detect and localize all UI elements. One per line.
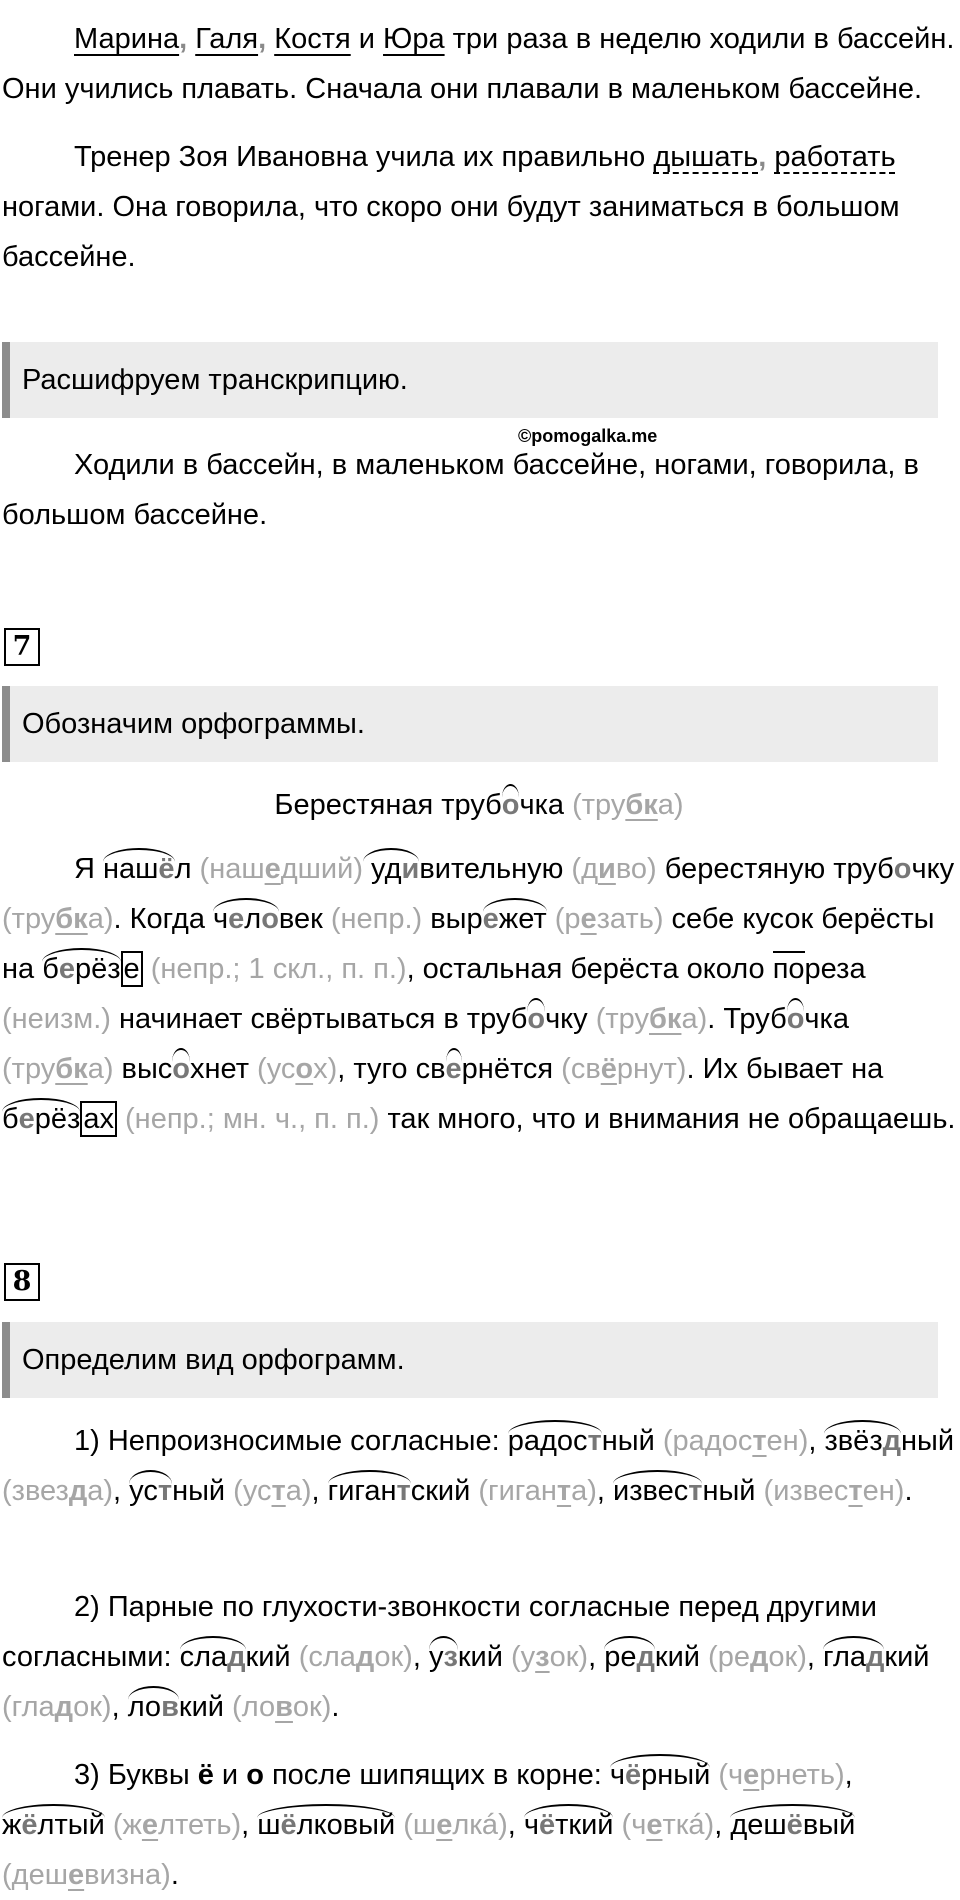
text: Тренер Зоя Ивановна учила их правильно bbox=[74, 141, 654, 173]
text-fragment: реза bbox=[804, 953, 866, 985]
text-fragment: а) bbox=[87, 1475, 114, 1507]
text-fragment: , bbox=[241, 1809, 258, 1841]
text-fragment: (непр.; 1 скл., п. п.) bbox=[142, 953, 407, 985]
root-arc bbox=[328, 1470, 411, 1507]
text-fragment: . bbox=[170, 1859, 179, 1891]
text-fragment: (ре bbox=[699, 1641, 750, 1673]
text-fragment: е bbox=[646, 1809, 663, 1841]
text-fragment: а) bbox=[87, 903, 114, 935]
text-fragment: визна) bbox=[84, 1859, 171, 1891]
text-fragment: и bbox=[401, 853, 420, 885]
comma: , bbox=[179, 23, 188, 55]
text-fragment: , bbox=[844, 1759, 853, 1791]
text-fragment: дший) bbox=[280, 853, 363, 885]
text-fragment: д bbox=[227, 1641, 246, 1673]
root-arc bbox=[2, 1098, 80, 1135]
text-fragment: бк bbox=[649, 1003, 682, 1035]
root-arc bbox=[502, 784, 520, 821]
watermark: ©pomogalka.me bbox=[518, 426, 658, 446]
text-fragment: , bbox=[808, 1425, 825, 1457]
text-fragment: ё bbox=[197, 1759, 214, 1791]
text-fragment: д bbox=[54, 1691, 74, 1723]
text-fragment: чку bbox=[911, 853, 955, 885]
text-fragment: о bbox=[295, 1053, 314, 1085]
text-fragment: е bbox=[121, 951, 143, 987]
text-fragment: выс bbox=[113, 1053, 173, 1085]
text-fragment: ус bbox=[129, 1475, 158, 1507]
text-fragment: б bbox=[42, 953, 59, 985]
subject-word: Костя bbox=[274, 23, 351, 55]
text-fragment: е bbox=[18, 1103, 35, 1135]
text-fragment: а) bbox=[87, 1053, 114, 1085]
text-fragment: д bbox=[68, 1475, 88, 1507]
text-fragment: рёз bbox=[34, 1103, 81, 1135]
section-text bbox=[0, 14, 960, 282]
text-fragment: начинает свёртываться в труб bbox=[110, 1003, 528, 1035]
subject-word: Марина bbox=[74, 23, 180, 55]
text-fragment: берестяную труб bbox=[656, 853, 894, 885]
text-fragment: у bbox=[428, 1641, 444, 1673]
text-fragment: т bbox=[556, 1475, 572, 1507]
text-fragment: (тру bbox=[2, 903, 56, 935]
list-item-3 bbox=[0, 1750, 960, 1900]
text-fragment: (ш bbox=[395, 1809, 437, 1841]
text-fragment: т bbox=[848, 1475, 863, 1507]
text-fragment: . Когда bbox=[113, 903, 214, 935]
text-fragment: чка bbox=[804, 1003, 849, 1035]
text-fragment: ё bbox=[600, 1053, 617, 1085]
text-fragment: жет bbox=[498, 903, 547, 935]
text-fragment: а) bbox=[571, 1475, 597, 1507]
text-fragment: лкá) bbox=[452, 1809, 508, 1841]
text-fragment: е bbox=[58, 953, 75, 985]
text-fragment: л bbox=[174, 853, 192, 885]
text-fragment: (радос bbox=[654, 1425, 753, 1457]
text-fragment: уд bbox=[363, 853, 402, 885]
text-fragment: сла bbox=[179, 1641, 228, 1673]
root-arc bbox=[2, 1804, 105, 1841]
text-fragment: (неизм.) bbox=[2, 1003, 111, 1035]
list-item-2 bbox=[0, 1582, 960, 1732]
text-fragment: ё bbox=[786, 1809, 803, 1841]
text-fragment: (ч bbox=[710, 1759, 744, 1791]
comma: , bbox=[758, 141, 767, 173]
text-fragment: . bbox=[904, 1475, 913, 1507]
root-arc bbox=[213, 898, 279, 935]
text-fragment: е bbox=[264, 853, 281, 885]
text-fragment: ок) bbox=[73, 1691, 112, 1723]
text-fragment: по bbox=[772, 953, 805, 985]
text-fragment: бк bbox=[55, 903, 88, 935]
text-fragment: д bbox=[636, 1641, 655, 1673]
text-fragment: е bbox=[446, 1048, 462, 1085]
text-fragment: , bbox=[596, 1475, 614, 1507]
exercise-number: 8 bbox=[4, 1263, 40, 1301]
text-fragment: ок) bbox=[374, 1641, 413, 1673]
text-fragment: , остальная берёста около bbox=[406, 953, 773, 985]
text-fragment: о bbox=[787, 998, 805, 1035]
text-fragment: ё bbox=[21, 1809, 38, 1841]
text-fragment: ё bbox=[158, 853, 175, 885]
text-fragment: ре bbox=[604, 1641, 637, 1673]
text-fragment: звёз bbox=[824, 1425, 883, 1457]
list-item-1 bbox=[0, 1416, 960, 1516]
text-fragment: (тру bbox=[2, 1053, 56, 1085]
text-fragment: з bbox=[443, 1641, 458, 1673]
text-fragment: радос bbox=[507, 1425, 588, 1457]
text-fragment: (у bbox=[502, 1641, 536, 1673]
vowel: о bbox=[501, 789, 520, 821]
root-arc bbox=[257, 1804, 395, 1841]
text-fragment: о bbox=[172, 1048, 190, 1085]
text-fragment: е bbox=[141, 1809, 159, 1841]
text-title bbox=[0, 780, 960, 830]
text-fragment: в bbox=[275, 1691, 293, 1723]
text-fragment: чку bbox=[545, 1003, 588, 1035]
text-fragment: ч bbox=[213, 903, 229, 935]
text-fragment: , bbox=[412, 1641, 429, 1673]
section-heading: Расшифруем транскрипцию. bbox=[2, 342, 938, 418]
text-fragment: д bbox=[882, 1425, 902, 1457]
text-fragment: д bbox=[749, 1641, 769, 1673]
text-fragment: (ло bbox=[224, 1691, 276, 1723]
text-fragment: наш bbox=[103, 853, 159, 885]
text-fragment: б bbox=[2, 1103, 19, 1135]
text-fragment: и bbox=[598, 853, 616, 885]
text: ногами. Она говорила, что скоро они будут заниматься в большом бассейне. bbox=[2, 191, 900, 273]
text-fragment: рный bbox=[641, 1759, 711, 1791]
paragraph-7 bbox=[0, 844, 960, 1144]
text-fragment: (тру bbox=[587, 1003, 649, 1035]
text-fragment: рёз bbox=[74, 953, 121, 985]
root-arc bbox=[128, 1686, 179, 1723]
text-fragment: а) bbox=[681, 1003, 708, 1035]
text-fragment: вительную bbox=[419, 853, 564, 885]
text-fragment: хнет bbox=[190, 1053, 249, 1085]
text-fragment: кий bbox=[245, 1641, 291, 1673]
text-fragment: бк bbox=[55, 1053, 88, 1085]
text-fragment: , bbox=[113, 1475, 130, 1507]
root-arc bbox=[604, 1636, 655, 1673]
text-fragment: д bbox=[355, 1641, 375, 1673]
root-arc bbox=[730, 1804, 855, 1841]
text-fragment: ё bbox=[625, 1759, 642, 1791]
text-fragment: ок) bbox=[549, 1641, 589, 1673]
text-fragment: , bbox=[714, 1809, 731, 1841]
text-fragment: ткий bbox=[555, 1809, 614, 1841]
text-fragment: т bbox=[688, 1475, 703, 1507]
text-fragment: , bbox=[311, 1475, 328, 1507]
paragraph-1 bbox=[0, 14, 960, 114]
text-fragment: (ч bbox=[613, 1809, 647, 1841]
text-fragment: т bbox=[271, 1475, 286, 1507]
text-fragment: т bbox=[157, 1475, 173, 1507]
text-fragment: извес bbox=[613, 1475, 689, 1507]
text-fragment: гла bbox=[823, 1641, 866, 1673]
text-fragment: о bbox=[527, 998, 545, 1035]
text-fragment: (непр.; мн. ч., п. п.) bbox=[116, 1103, 380, 1135]
root-arc bbox=[524, 1804, 614, 1841]
text-fragment: з bbox=[535, 1641, 550, 1673]
text: Берестяная труб bbox=[274, 789, 502, 821]
section-heading: Определим вид орфограмм. bbox=[2, 1322, 938, 1398]
text-fragment: (ж bbox=[104, 1809, 142, 1841]
text-fragment: (деш bbox=[2, 1859, 68, 1891]
text-fragment: деш bbox=[730, 1809, 787, 1841]
text-fragment: ё bbox=[280, 1809, 297, 1841]
text-fragment: (д bbox=[563, 853, 599, 885]
text: три раза в неделю ходили в бассейн. Они учились плавать. Сначала они плавали в маленьком бассейне. bbox=[2, 23, 955, 105]
text-fragment: лтый bbox=[37, 1809, 105, 1841]
text-fragment: ен) bbox=[766, 1425, 809, 1457]
text-fragment: л bbox=[244, 903, 262, 935]
comma: , bbox=[258, 23, 267, 55]
text-fragment: ж bbox=[2, 1809, 22, 1841]
text-fragment: лтеть) bbox=[158, 1809, 242, 1841]
text-fragment: лковый bbox=[296, 1809, 396, 1841]
text-fragment: так много, что и внимания не обращаешь. bbox=[379, 1103, 956, 1135]
text-fragment: (извес bbox=[755, 1475, 849, 1507]
text-fragment: выр bbox=[422, 903, 483, 935]
text-fragment: ский bbox=[410, 1475, 471, 1507]
text: чка bbox=[519, 789, 573, 821]
text-fragment: рнётся bbox=[461, 1053, 554, 1085]
text-fragment: кий bbox=[178, 1691, 224, 1723]
text-fragment: гиган bbox=[327, 1475, 397, 1507]
hint: а) bbox=[657, 789, 684, 821]
text-fragment: , bbox=[806, 1641, 823, 1673]
text-fragment: (гиган bbox=[470, 1475, 557, 1507]
text-fragment: век bbox=[278, 903, 323, 935]
text-fragment: е bbox=[228, 903, 245, 935]
text-fragment: (гла bbox=[2, 1691, 55, 1723]
text-fragment: (наш bbox=[191, 853, 265, 885]
paragraph-3: Ходили в бассейн, в маленьком бассейне, ногами, говорила, в большом бассейне. bbox=[2, 449, 919, 531]
text-fragment: е bbox=[482, 903, 499, 935]
text-fragment: (св bbox=[553, 1053, 601, 1085]
text-fragment: д bbox=[866, 1641, 885, 1673]
text-fragment: зать) bbox=[596, 903, 664, 935]
text-fragment: ло bbox=[127, 1691, 162, 1723]
paragraph-2 bbox=[0, 132, 960, 282]
text-fragment: ный bbox=[601, 1425, 655, 1457]
text-fragment: а) bbox=[285, 1475, 312, 1507]
text-fragment: т bbox=[752, 1425, 767, 1457]
text-fragment: е bbox=[743, 1759, 760, 1791]
text-fragment: и bbox=[213, 1759, 247, 1791]
text-fragment: (звез bbox=[2, 1475, 69, 1507]
text-fragment: е bbox=[67, 1859, 85, 1891]
hint: бк bbox=[625, 789, 658, 821]
text-fragment: (ус bbox=[248, 1053, 296, 1085]
text-fragment: х) bbox=[313, 1053, 338, 1085]
text-fragment: е bbox=[580, 903, 597, 935]
text-fragment: , bbox=[588, 1641, 605, 1673]
text-fragment: е bbox=[436, 1809, 453, 1841]
text-fragment: ё bbox=[538, 1809, 556, 1841]
section-heading: Обозначим орфограммы. bbox=[2, 686, 938, 762]
text-fragment: (сла bbox=[290, 1641, 356, 1673]
text-fragment: , bbox=[111, 1691, 128, 1723]
text-fragment: ах bbox=[80, 1101, 117, 1137]
text-fragment: ч bbox=[523, 1809, 539, 1841]
root-arc bbox=[483, 898, 547, 935]
text-fragment: ен) bbox=[862, 1475, 905, 1507]
root-arc bbox=[42, 948, 120, 985]
text-fragment: . bbox=[331, 1691, 340, 1723]
root-arc bbox=[429, 1636, 458, 1673]
text-fragment: , туго св bbox=[337, 1053, 446, 1085]
text-fragment: ш bbox=[257, 1809, 281, 1841]
text-fragment: о bbox=[246, 1759, 264, 1791]
text: Я bbox=[74, 853, 103, 885]
root-arc bbox=[508, 1420, 602, 1457]
text-fragment: во) bbox=[615, 853, 657, 885]
text-fragment: ч bbox=[609, 1759, 626, 1791]
text-fragment: . Труб bbox=[707, 1003, 787, 1035]
object-word: работать bbox=[774, 141, 896, 173]
text-fragment: 2) Парные по глухости-звонкости согласные перед другими согласными: bbox=[2, 1591, 877, 1673]
text-fragment: в bbox=[161, 1691, 179, 1723]
text-fragment: ный bbox=[172, 1475, 226, 1507]
text-fragment: о bbox=[893, 853, 912, 885]
text-fragment: ткá) bbox=[662, 1809, 715, 1841]
text-fragment: (р bbox=[546, 903, 581, 935]
text-fragment: ок) bbox=[292, 1691, 332, 1723]
text-fragment: кий bbox=[654, 1641, 700, 1673]
hint: (тру bbox=[572, 789, 626, 821]
root-arc bbox=[613, 1470, 702, 1507]
text-fragment: ный bbox=[702, 1475, 756, 1507]
text-fragment: , bbox=[507, 1809, 524, 1841]
text-fragment: 3) Буквы bbox=[74, 1759, 198, 1791]
text: и bbox=[350, 23, 384, 55]
text-fragment: себе кусок берёсты на bbox=[2, 903, 935, 985]
text-fragment: (непр.) bbox=[322, 903, 423, 935]
text-fragment: рнут) bbox=[616, 1053, 687, 1085]
text-fragment: рнеть) bbox=[759, 1759, 845, 1791]
text-fragment: после шипящих в корне: bbox=[263, 1759, 610, 1791]
text-fragment: (ус bbox=[225, 1475, 272, 1507]
subject-word: Галя bbox=[195, 23, 259, 55]
text-fragment: вый bbox=[802, 1809, 856, 1841]
text-fragment: ок) bbox=[768, 1641, 807, 1673]
root-arc bbox=[823, 1636, 884, 1673]
text-fragment: кий bbox=[884, 1641, 930, 1673]
root-arc bbox=[610, 1754, 710, 1791]
text-fragment: кий bbox=[457, 1641, 503, 1673]
text-fragment: 1) Непроизносимые согласные: bbox=[74, 1425, 508, 1457]
root-arc bbox=[103, 848, 175, 885]
subject-word: Юра bbox=[383, 23, 445, 55]
text-fragment: . Их бывает на bbox=[686, 1053, 884, 1085]
text-fragment: т bbox=[587, 1425, 602, 1457]
root-arc bbox=[363, 848, 419, 885]
text-fragment: ный bbox=[901, 1425, 955, 1457]
text-fragment: о bbox=[261, 903, 279, 935]
exercise-number: 7 bbox=[4, 628, 40, 666]
root-arc bbox=[824, 1420, 901, 1457]
root-arc bbox=[180, 1636, 246, 1673]
text-fragment: т bbox=[396, 1475, 411, 1507]
root-arc bbox=[129, 1470, 172, 1507]
object-word: дышать bbox=[653, 141, 759, 173]
